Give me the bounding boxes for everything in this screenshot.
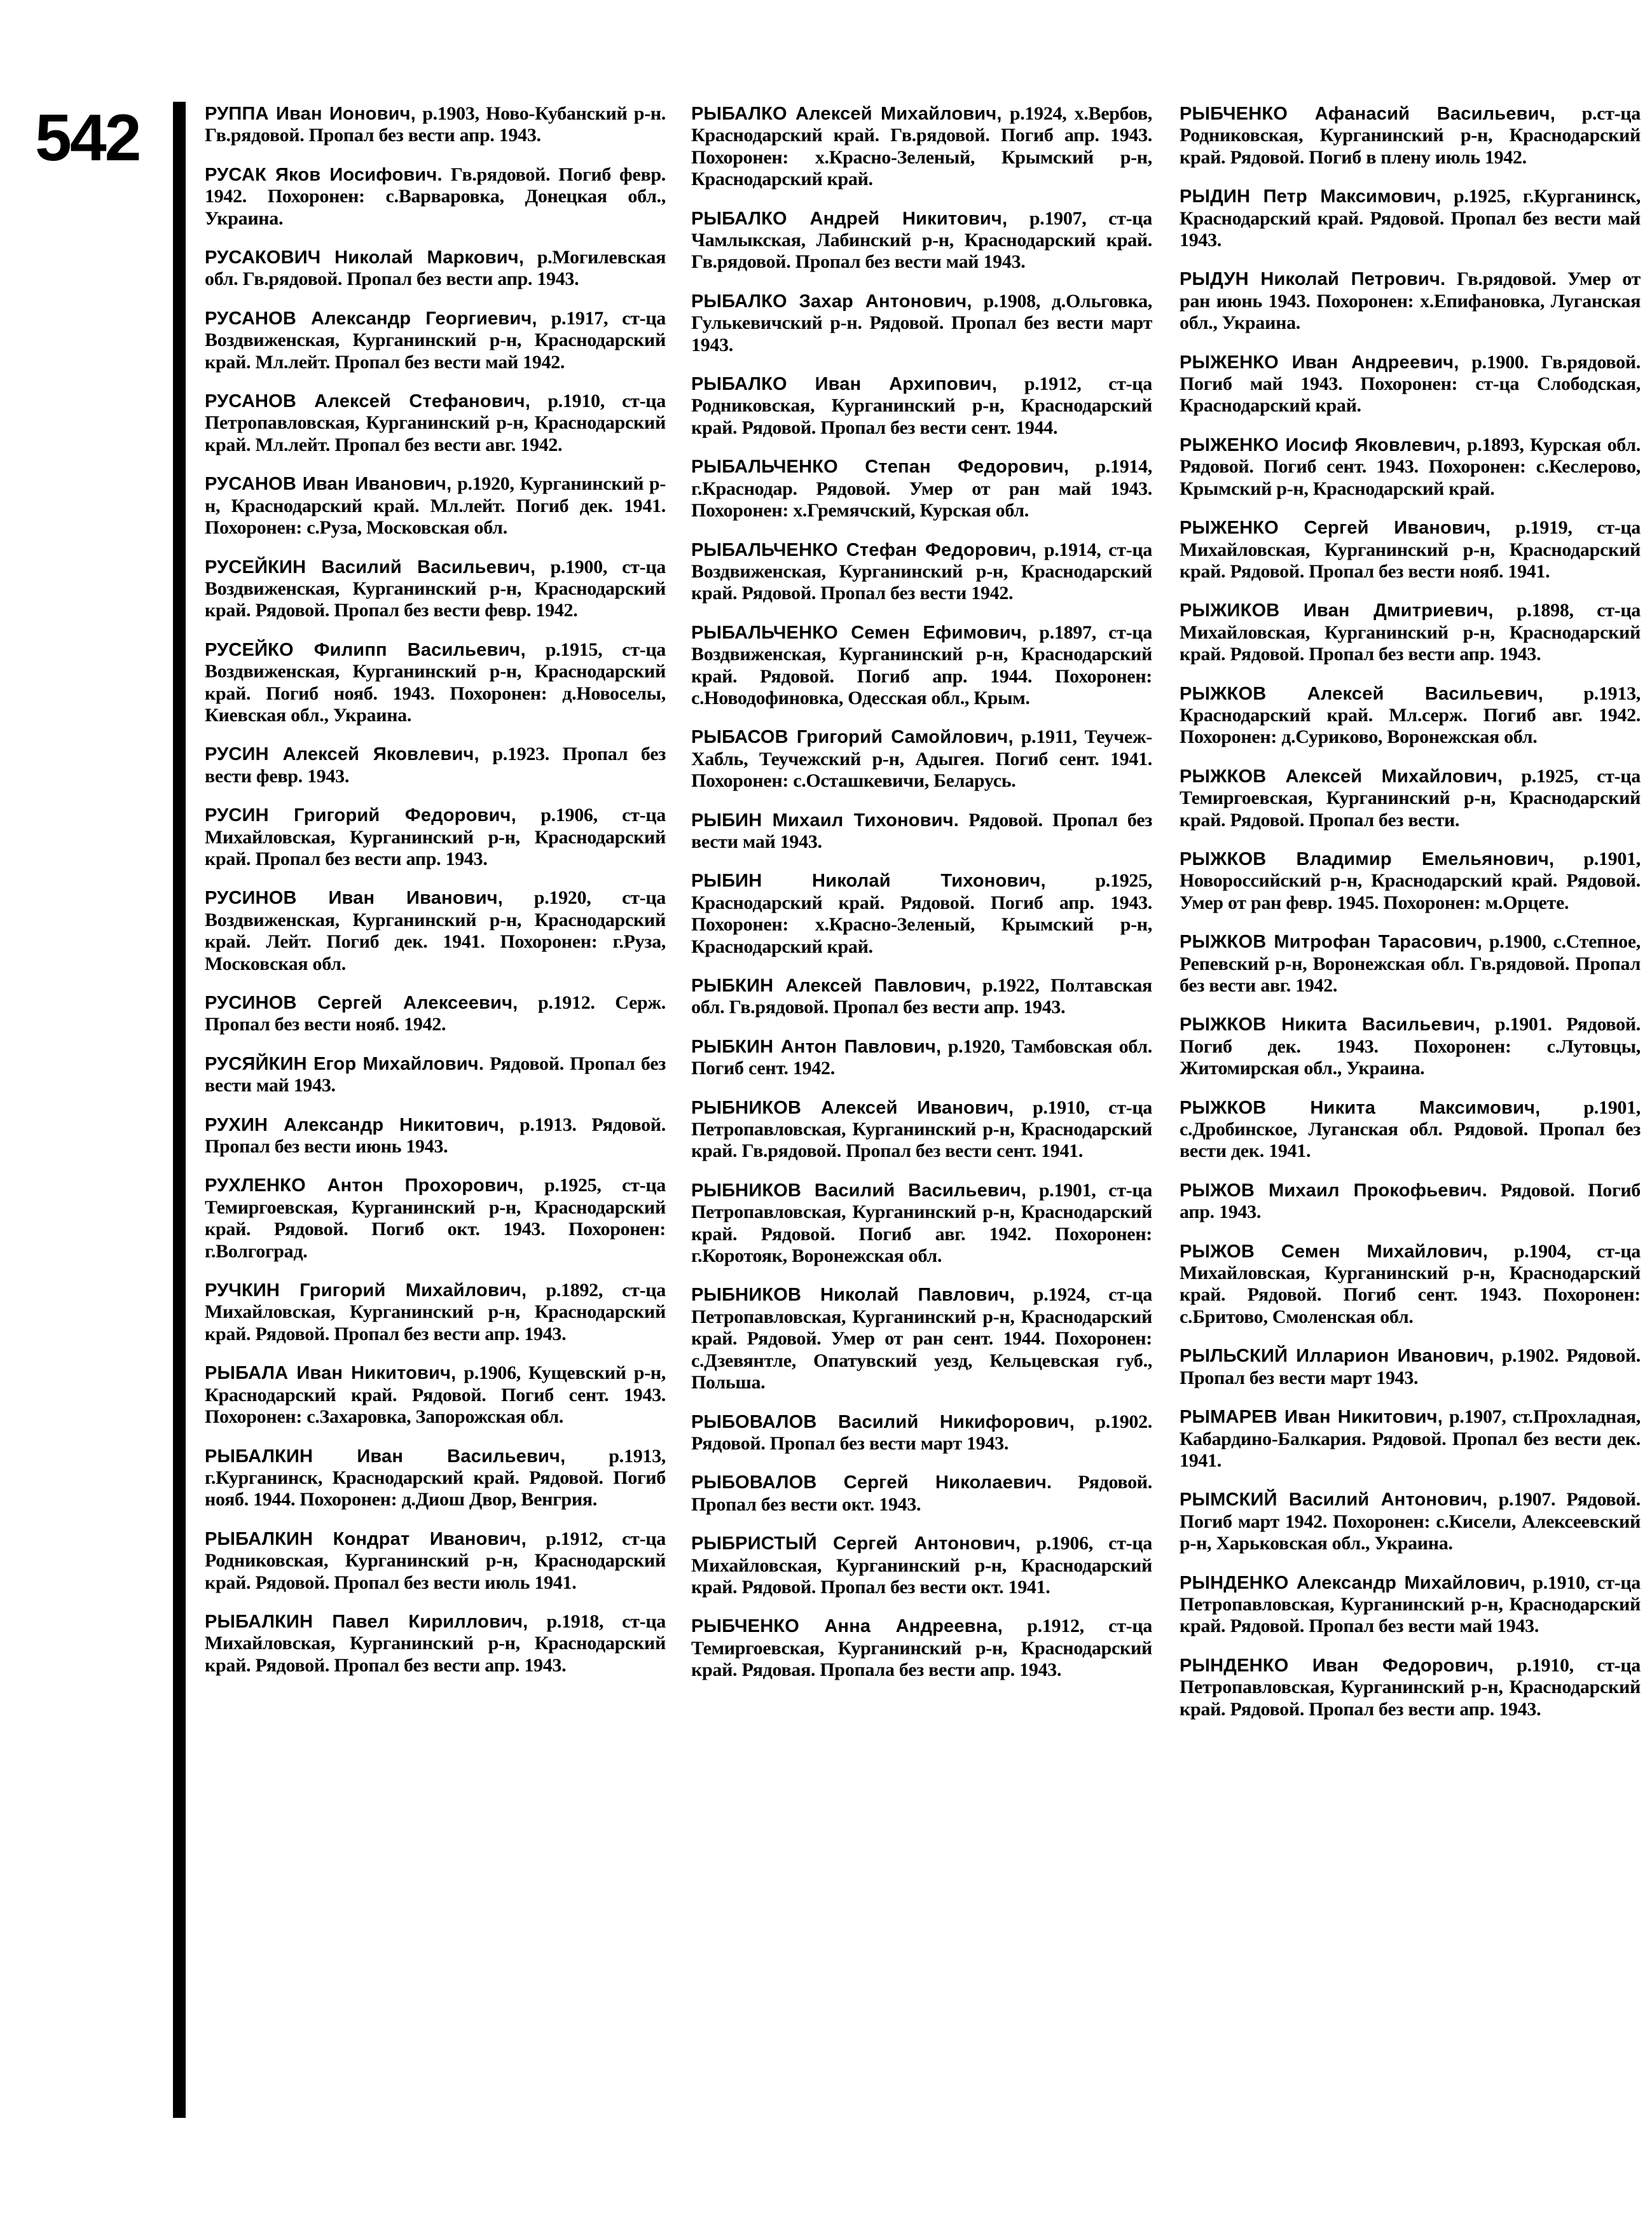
entry (205, 391, 666, 456)
entry (691, 1036, 1152, 1080)
entry-name: РУСАНОВ Александр Георгиевич, (205, 308, 537, 329)
entry-name: РЫБРИСТЫЙ Сергей Антонович, (691, 1533, 1021, 1554)
entry-name: РЫДУН Николай Петрович. (1180, 269, 1446, 290)
entry-details: Рядовой. Пропал без вести май 1943. (691, 809, 1152, 852)
entry-details: Рядовой. Пропал без вести май 1943. (205, 1053, 666, 1096)
entry (691, 1615, 1152, 1681)
entry-name: РЫБИН Николай Тихонович, (691, 871, 1046, 892)
entry (691, 975, 1152, 1019)
entry-name: РЫБНИКОВ Алексей Иванович, (691, 1097, 1014, 1118)
entry-name: РУППА Иван Ионович, (205, 104, 416, 124)
entry-details: р.1910, ст-ца Петропавловская, Курганинский р-н, Краснодарский край. Гв.рядовой. Пропал без вести сент. 1941. (691, 1096, 1152, 1162)
entry (205, 639, 666, 727)
entry-details: р.1900. Гв.рядовой. Погиб май 1943. Похоронен: ст-ца Слободская, Краснодарский край. (1180, 351, 1641, 417)
entry-details: р.1915, ст-ца Воздвиженская, Курганинский р-н, Краснодарский край. Погиб нояб. 1943. Похоронен: д.Новоселы, Киевская обл., Украина. (205, 639, 666, 726)
entry (1180, 186, 1641, 251)
entry-name: РЫНДЕНКО Иван Федорович, (1180, 1655, 1494, 1676)
entry-details: р.1920, ст-ца Воздвиженская, Курганинский р-н, Краснодарский край. Лейт. Погиб дек. 1941. Похоронен: г.Руза, Московская обл. (205, 887, 666, 974)
entry (1180, 1406, 1641, 1472)
column-1 (205, 103, 666, 1694)
entry-name: РЫБАЛКО Андрей Никитович, (691, 208, 1008, 229)
entry-name: РУСИНОВ Сергей Алексеевич, (205, 993, 518, 1013)
entry-details: р.1925, г.Курганинск, Краснодарский край. Рядовой. Пропал без вести май 1943. (1180, 186, 1641, 251)
entry-name: РЫБОВАЛОВ Василий Никифорович, (691, 1411, 1075, 1432)
entry-name: РЫДИН Петр Максимович, (1180, 186, 1442, 207)
entry-details: р.1920, Курганинский р-н, Краснодарский край. Мл.лейт. Погиб дек. 1941. Похоронен: с.Руза, Московская обл. (205, 473, 666, 539)
entry (1180, 683, 1641, 749)
entry-name: РЫЖЕНКО Иосиф Яковлевич, (1180, 434, 1461, 455)
entry (1180, 1345, 1641, 1389)
entry (1180, 1180, 1641, 1224)
entry-name: РЫБАЛКО Захар Антонович, (691, 291, 972, 312)
entry (691, 622, 1152, 710)
entry-name: РУЧКИН Григорий Михайлович, (205, 1280, 527, 1301)
entry-details: р.1917, ст-ца Воздвиженская, Курганинский р-н, Краснодарский край. Мл.лейт. Пропал без вести май 1942. (205, 307, 666, 373)
entry-details: р.1901, ст-ца Петропавловская, Курганинский р-н, Краснодарский край. Рядовой. Погиб авг. 1942. Похоронен: г.Коротояк, Воронежская обл. (691, 1179, 1152, 1267)
entry (691, 1284, 1152, 1393)
entry-name: РЫБАЛЬЧЕНКО Стефан Федорович, (691, 539, 1037, 560)
entry-name: РЫБНИКОВ Николай Павлович, (691, 1285, 1015, 1306)
entry-name: РУХЛЕНКО Антон Прохорович, (205, 1175, 524, 1196)
entry-details: р.1920, Тамбовская обл. Погиб сент. 1942. (691, 1035, 1152, 1079)
entry-details: р.1919, ст-ца Михайловская, Курганинский р-н, Краснодарский край. Рядовой. Пропал без вести нояб. 1941. (1180, 517, 1641, 582)
entry (691, 456, 1152, 522)
entry-details: р.1914, ст-ца Воздвиженская, Курганинский р-н, Краснодарский край. Рядовой. Пропал без вести 1942. (691, 539, 1153, 604)
entry-name: РУСЕЙКИН Василий Васильевич, (205, 556, 536, 577)
entry-details: р.1922, Полтавская обл. Гв.рядовой. Пропал без вести апр. 1943. (691, 975, 1152, 1018)
entry-details: р.Могилевская обл. Гв.рядовой. Пропал без вести апр. 1943. (205, 247, 666, 290)
entry-name: РЫЖКОВ Митрофан Тарасович, (1180, 932, 1482, 953)
entry (205, 103, 666, 147)
entry-name: РЫБАЛКИН Иван Васильевич, (205, 1446, 566, 1467)
entry-name: РЫБАСОВ Григорий Самойлович, (691, 727, 1014, 748)
entry-details: р.1912, ст-ца Родниковская, Курганинский р-н, Краснодарский край. Рядовой. Пропал без вести сент. 1944. (691, 373, 1152, 438)
entry (205, 1362, 666, 1428)
entry-details: р.1913, г.Курганинск, Краснодарский край. Рядовой. Погиб нояб. 1944. Похоронен: д.Диош Двор, Венгрия. (205, 1445, 666, 1510)
entry-name: РУСИН Григорий Федорович, (205, 805, 516, 826)
entry-name: РЫБАЛА Иван Никитович, (205, 1363, 457, 1384)
entry-details: р.1911, Теучеж-Хабль, Теучежский р-н, Адыгея. Погиб сент. 1941. Похоронен: с.Осташкевичи, Беларусь. (691, 726, 1152, 792)
entry-details: р.1925, ст-ца Темиргоевская, Курганинский р-н, Краснодарский край. Рядовой. Погиб окт. 1943. Похоронен: г.Волгоград. (205, 1175, 666, 1262)
entry (205, 164, 666, 230)
entry-name: РУСИН Алексей Яковлевич, (205, 744, 479, 765)
entry-details: р.1898, ст-ца Михайловская, Курганинский р-н, Краснодарский край. Рядовой. Пропал без вести апр. 1943. (1180, 600, 1641, 665)
entry-details: Гв.рядовой. Умер от ран июнь 1943. Похоронен: х.Епифановка, Луганская обл., Украина. (1180, 268, 1641, 334)
entry-name: РУСАКОВИЧ Николай Маркович, (205, 247, 525, 268)
entry (205, 743, 666, 787)
entry-name: РУСЯЙКИН Егор Михайлович. (205, 1053, 485, 1074)
entry-name: РЫБКИН Алексей Павлович, (691, 976, 972, 996)
entry (1180, 1014, 1641, 1079)
entry-details: р.1907. Рядовой. Погиб март 1942. Похоронен: с.Кисели, Алексеевский р-н, Харьковская обл., Украина. (1180, 1489, 1641, 1554)
entry-name: РЫБАЛКО Иван Архипович, (691, 374, 998, 395)
entry-name: РЫЖКОВ Никита Максимович, (1180, 1097, 1541, 1118)
entry (205, 805, 666, 870)
entry (691, 1472, 1152, 1516)
entry-name: РЫЖОВ Михаил Прокофьевич. (1180, 1180, 1487, 1201)
entry-details: р.1897, ст-ца Воздвиженская, Курганинский р-н, Краснодарский край. Рядовой. Погиб апр. 1944. Похоронен: с.Новодофиновка, Одесская обл., Крым. (691, 621, 1152, 709)
entry (205, 1446, 666, 1511)
page-number: 542 (35, 101, 140, 175)
entry-details: р.1924, х.Вербов, Краснодарский край. Гв.рядовой. Погиб апр. 1943. Похоронен: х.Красно-Зеленый, Крымский р-н, Краснодарский край. (691, 103, 1153, 190)
entry-name: РЫБЧЕНКО Афанасий Васильевич, (1180, 104, 1555, 124)
entry (1180, 766, 1641, 831)
entry (691, 1533, 1152, 1598)
entry-details: р.1893, Курская обл. Рядовой. Погиб сент. 1943. Похоронен: с.Кеслерово, Крымский р-н, Краснодарский край. (1180, 434, 1641, 499)
entry-name: РЫБАЛЬЧЕНКО Семен Ефимович, (691, 622, 1028, 643)
entry-details: р.1912. Серж. Пропал без вести нояб. 1942. (205, 992, 666, 1035)
entry (691, 539, 1152, 605)
entry-name: РЫБЧЕНКО Анна Андреевна, (691, 1616, 1003, 1637)
entry-details: р.1908, д.Ольговка, Гулькевичский р-н. Рядовой. Пропал без вести март 1943. (691, 290, 1152, 356)
entry (205, 887, 666, 975)
entry (205, 308, 666, 373)
entry (691, 1411, 1152, 1455)
entry-name: РУСАНОВ Алексей Стефанович, (205, 391, 531, 412)
entry-details: р.1912, ст-ца Родниковская, Курганинский р-н, Краснодарский край. Рядовой. Пропал без вести июль 1941. (205, 1528, 666, 1593)
entry (205, 1280, 666, 1345)
entry-details: р.1924, ст-ца Петропавловская, Курганинский р-н, Краснодарский край. Рядовой. Умер от ран сент. 1944. Похоронен: с.Дзевянтле, Опатувский уезд, Кельцевская губ., Польша. (691, 1284, 1152, 1393)
entry (691, 1097, 1152, 1163)
entry (205, 992, 666, 1036)
entry (691, 373, 1152, 439)
entry-details: р.1907, ст.Прохладная, Кабардино-Балкария. Рядовой. Пропал без вести дек. 1941. (1180, 1406, 1641, 1471)
entry (1180, 1572, 1641, 1638)
entry (691, 726, 1152, 792)
entry-details: р.1910, ст-ца Петропавловская, Курганинский р-н, Краснодарский край. Рядовой. Пропал без вести май 1943. (1180, 1572, 1641, 1637)
entry-details: Рядовой. Погиб апр. 1943. (1180, 1179, 1641, 1223)
entry-details: р.1902. Рядовой. Пропал без вести март 1943. (691, 1411, 1152, 1454)
entry-name: РУХИН Александр Никитович, (205, 1114, 505, 1135)
entry (1180, 1241, 1641, 1329)
entry-details: р.1913, Краснодарский край. Мл.серж. Погиб авг. 1942. Похоронен: д.Суриково, Воронежская обл. (1180, 682, 1641, 748)
entry-name: РЫБАЛКИН Кондрат Иванович, (205, 1528, 527, 1549)
entry-name: РЫБКИН Антон Павлович, (691, 1036, 942, 1057)
entry (691, 291, 1152, 356)
entry-details: р.1901. Рядовой. Погиб дек. 1943. Похоронен: с.Лутовцы, Житомирская обл., Украина. (1180, 1014, 1641, 1079)
entry (691, 208, 1152, 273)
entry-details: р.1913. Рядовой. Пропал без вести июнь 1943. (205, 1114, 666, 1158)
entry-details: р.1900, ст-ца Воздвиженская, Курганинский р-н, Краснодарский край. Рядовой. Пропал без вести февр. 1942. (205, 556, 666, 621)
entry-name: РЫЖКОВ Никита Васильевич, (1180, 1014, 1481, 1035)
entry-details: р.1902. Рядовой. Пропал без вести март 1943. (1180, 1345, 1641, 1388)
entry (1180, 517, 1641, 583)
entry (1180, 1655, 1641, 1720)
entry-details: р.ст-ца Родниковская, Курганинский р-н, Краснодарский край. Рядовой. Погиб в плену июль 1942. (1180, 103, 1641, 168)
entry-details: р.1925, ст-ца Темиргоевская, Курганинский р-н, Краснодарский край. Рядовой. Пропал без вести. (1180, 765, 1641, 831)
entry (691, 810, 1152, 854)
entry-name: РЫЖКОВ Владимир Емельянович, (1180, 848, 1555, 869)
entry-details: р.1906, ст-ца Михайловская, Курганинский р-н, Краснодарский край. Рядовой. Пропал без вести окт. 1941. (691, 1533, 1153, 1598)
entry-name: РЫЛЬСКИЙ Илларион Иванович, (1180, 1346, 1494, 1367)
entry-name: РЫБИН Михаил Тихонович. (691, 810, 959, 831)
entry (1180, 103, 1641, 169)
entry-details: р.1925, Краснодарский край. Рядовой. Погиб апр. 1943. Похоронен: х.Красно-Зеленый, Крымский р-н, Краснодарский край. (691, 870, 1152, 957)
entry (1180, 600, 1641, 665)
entry-name: РЫЖЕНКО Сергей Иванович, (1180, 518, 1491, 539)
entry (205, 1175, 666, 1262)
column-3 (1180, 103, 1641, 1738)
entry-name: РУСАК Яков Иосифович. (205, 164, 443, 185)
entry-name: РЫБАЛЬЧЕНКО Степан Федорович, (691, 457, 1070, 478)
entry-name: РЫМАРЕВ Иван Никитович, (1180, 1407, 1443, 1428)
entry-details: р.1904, ст-ца Михайловская, Курганинский р-н, Краснодарский край. Рядовой. Погиб сент. 1943. Похоронен: с.Бритово, Смоленская обл. (1180, 1240, 1641, 1327)
entry-details: р.1900, с.Степное, Репевский р-н, Воронежская обл. Гв.рядовой. Пропал без вести авг. 1942. (1180, 931, 1641, 996)
entry (205, 473, 666, 539)
entry-details: р.1918, ст-ца Михайловская, Курганинский р-н, Краснодарский край. Рядовой. Пропал без вести апр. 1943. (205, 1610, 666, 1676)
entry-name: РЫБОВАЛОВ Сергей Николаевич. (691, 1472, 1052, 1493)
entry-name: РЫБАЛКО Алексей Михайлович, (691, 104, 1002, 124)
entry-details: р.1906, ст-ца Михайловская, Курганинский р-н, Краснодарский край. Пропал без вести апр. 1943. (205, 805, 666, 869)
entry-details: р.1892, ст-ца Михайловская, Курганинский р-н, Краснодарский край. Рядовой. Пропал без вести апр. 1943. (205, 1280, 666, 1345)
entry-details: р.1923. Пропал без вести февр. 1943. (205, 743, 666, 787)
entry-details: р.1914, г.Краснодар. Рядовой. Умер от ран май 1943. Похоронен: х.Гремячский, Курская обл. (691, 456, 1152, 522)
entry-name: РЫЖКОВ Алексей Михайлович, (1180, 766, 1503, 787)
entry-name: РЫЖКОВ Алексей Васильевич, (1180, 683, 1544, 704)
entry (205, 1053, 666, 1097)
entry-name: РУСЕЙКО Филипп Васильевич, (205, 639, 526, 660)
margin-rule (173, 102, 186, 2118)
entry (1180, 434, 1641, 500)
entry-name: РЫБАЛКИН Павел Кириллович, (205, 1611, 528, 1632)
entry (205, 1528, 666, 1594)
entry (1180, 268, 1641, 334)
entry-details: Рядовой. Пропал без вести окт. 1943. (691, 1472, 1152, 1515)
entry (691, 870, 1152, 958)
entry (205, 1611, 666, 1676)
column-2 (691, 103, 1152, 1699)
entry-details: р.1901, Новороссийский р-н, Краснодарский край. Рядовой. Умер от ран февр. 1945. Похоронен: м.Орцете. (1180, 848, 1641, 913)
entry (1180, 848, 1641, 914)
entry-name: РЫМСКИЙ Василий Антонович, (1180, 1490, 1488, 1510)
entry (1180, 352, 1641, 417)
entry (205, 556, 666, 622)
entry (1180, 931, 1641, 997)
entry-details: р.1906, Кущевский р-н, Краснодарский край. Рядовой. Погиб сент. 1943. Похоронен: с.Захаровка, Запорожская обл. (205, 1362, 666, 1428)
entry-details: Гв.рядовой. Погиб февр. 1942. Похоронен: с.Варваровка, Донецкая обл., Украина. (205, 163, 666, 229)
entry (691, 1180, 1152, 1268)
entry-name: РЫНДЕНКО Александр Михайлович, (1180, 1572, 1526, 1593)
entry (205, 247, 666, 291)
entry-details: р.1901, с.Дробинское, Луганская обл. Рядовой. Пропал без вести дек. 1941. (1180, 1096, 1641, 1162)
entry-details: р.1912, ст-ца Темиргоевская, Курганинский р-н, Краснодарский край. Рядовая. Пропала без вести апр. 1943. (691, 1615, 1152, 1681)
entry (1180, 1097, 1641, 1163)
entry-details: р.1910, ст-ца Петропавловская, Курганинский р-н, Краснодарский край. Рядовой. Пропал без вести апр. 1943. (1180, 1654, 1641, 1720)
entry-name: РУСАНОВ Иван Иванович, (205, 474, 452, 495)
entry (205, 1114, 666, 1158)
entry-name: РЫЖЕНКО Иван Андреевич, (1180, 352, 1459, 373)
entry-name: РЫБНИКОВ Василий Васильевич, (691, 1180, 1027, 1201)
entry (1180, 1489, 1641, 1554)
entry-name: РУСИНОВ Иван Иванович, (205, 888, 504, 909)
entry-details: р.1907, ст-ца Чамлыкская, Лабинский р-н, Краснодарский край. Гв.рядовой. Пропал без вести май 1943. (691, 207, 1152, 273)
entry (691, 103, 1152, 191)
entry-name: РЫЖИКОВ Иван Дмитриевич, (1180, 600, 1494, 621)
entry-details: р.1910, ст-ца Петропавловская, Курганинский р-н, Краснодарский край. Мл.лейт. Пропал без вести авг. 1942. (205, 391, 666, 455)
entry-name: РЫЖОВ Семен Михайлович, (1180, 1241, 1489, 1262)
entry-details: р.1903, Ново-Кубанский р-н. Гв.рядовой. Пропал без вести апр. 1943. (205, 103, 666, 146)
